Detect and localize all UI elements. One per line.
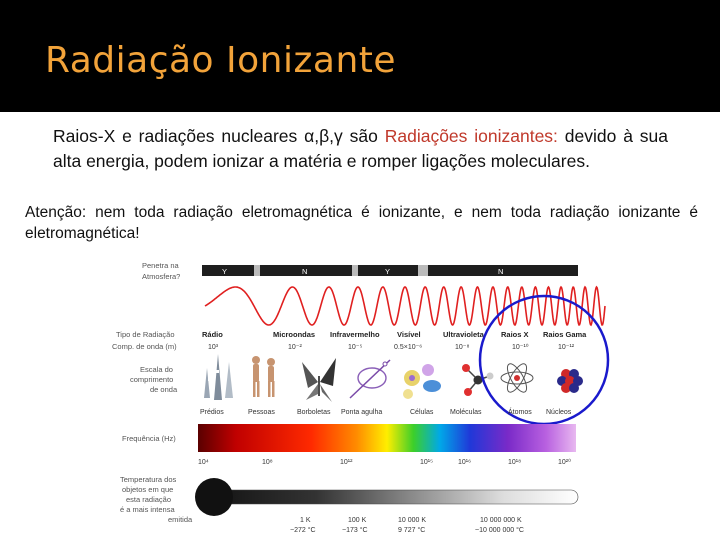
type-wavelength: 10⁻² (288, 344, 302, 351)
object-label: Pessoas (248, 409, 275, 416)
object-label: Prédios (200, 409, 224, 416)
temp-kelvin: 100 K (348, 517, 367, 524)
building-icon (204, 354, 233, 400)
band-label: Y (222, 267, 228, 276)
temp-label-line: objetos em que (122, 485, 174, 494)
slide-title: Radiação Ionizante (45, 40, 397, 81)
needle-icon (350, 360, 390, 398)
band-label: Y (385, 267, 391, 276)
escala-label-2: comprimento (130, 375, 174, 384)
bullet1-highlight: Radiações ionizantes: (384, 126, 558, 146)
nucleus-icon (557, 369, 583, 393)
temp-kelvin: 1 K (300, 517, 311, 524)
object-labels (200, 407, 572, 416)
temperature-ticks (290, 517, 524, 534)
em-spectrum-figure (0, 250, 720, 540)
thermometer-bulb (195, 478, 233, 516)
band-label: N (498, 267, 504, 276)
temp-kelvin: 10 000 000 K (480, 517, 522, 524)
frequency-ticks (198, 458, 571, 466)
tipo-label-1: Tipo de Radiação (116, 330, 175, 339)
frequency-tick: 10¹⁵ (420, 459, 434, 466)
type-wavelength: 10⁻¹⁰ (512, 344, 529, 351)
escala-label-3: de onda (150, 385, 178, 394)
bullet1-text-start: Raios-X e radiações nucleares α,β,γ são (53, 126, 385, 146)
object-label: Borboletas (297, 409, 331, 416)
object-label: Átomos (508, 409, 532, 416)
type-name: Visível (397, 330, 421, 339)
temp-kelvin: 10 000 K (398, 517, 427, 524)
type-wavelength: 10⁻⁸ (455, 344, 470, 351)
frequency-tick: 10⁴ (198, 459, 209, 466)
band-gap-3 (418, 265, 428, 276)
temp-celsius: 9 727 °C (398, 527, 426, 534)
band-bg-1 (202, 265, 254, 276)
temperature-label (120, 475, 193, 524)
cells-icon (403, 364, 441, 399)
penetra-label-2: Atmosfera? (142, 272, 181, 281)
type-name: Infravermelho (330, 330, 380, 339)
type-wavelength: 0.5×10⁻⁶ (394, 344, 423, 351)
frequency-tick: 10⁸ (262, 459, 273, 466)
temp-label-line: emitida (168, 515, 193, 524)
frequency-spectrum-bar (198, 424, 576, 452)
frequency-tick: 10²⁰ (558, 459, 571, 466)
penetra-label-1: Penetra na (142, 261, 179, 270)
band-gap-1 (254, 265, 260, 276)
temp-label-line: esta radiação (126, 495, 172, 504)
object-label: Núcleos (546, 409, 572, 416)
frequency-label: Frequência (Hz) (122, 434, 176, 443)
type-wavelength: 10³ (208, 344, 219, 351)
type-name: Microondas (273, 330, 316, 339)
type-name: Raios Gama (543, 330, 587, 339)
type-wavelength: 10⁻⁵ (348, 344, 363, 351)
bullet-attention-note: Atenção: nem toda radiação eletromagnética é ionizante, e nem toda radiação ionizante é eletromagnética! (25, 204, 698, 242)
frequency-tick: 10¹⁸ (508, 459, 522, 466)
band-gap-2 (352, 265, 358, 276)
people-icon (252, 356, 275, 397)
atom-icon (501, 361, 533, 395)
object-label: Moléculas (450, 409, 482, 416)
type-name: Rádio (202, 330, 223, 339)
tipo-label-2: Comp. de onda (m) (112, 342, 177, 351)
escala-label-1: Escala do (140, 365, 173, 374)
type-name: Raios X (501, 330, 529, 339)
temp-label-line: é a mais intensa (120, 505, 175, 514)
temp-celsius: ~10 000 000 °C (475, 527, 524, 534)
temp-celsius: −173 °C (342, 527, 368, 534)
type-name: Ultravioleta (443, 330, 484, 339)
thermometer-tube (204, 490, 578, 504)
frequency-tick: 10¹² (340, 459, 353, 466)
type-wavelength: 10⁻¹² (558, 344, 575, 351)
radiation-types (202, 330, 587, 351)
frequency-tick: 10¹⁶ (458, 459, 471, 466)
bullet1-text-end: devido à sua alta energia, podem ionizar a matéria e romper ligações moleculares. (53, 126, 669, 171)
bullet-ionizing-definition (53, 124, 668, 173)
temp-label-line: Temperatura dos (120, 475, 177, 484)
object-label: Células (410, 409, 434, 416)
object-label: Ponta agulha (341, 409, 383, 416)
band-label: N (302, 267, 308, 276)
butterfly-icon (302, 358, 336, 402)
temp-celsius: −272 °C (290, 527, 316, 534)
em-wave (205, 287, 605, 325)
